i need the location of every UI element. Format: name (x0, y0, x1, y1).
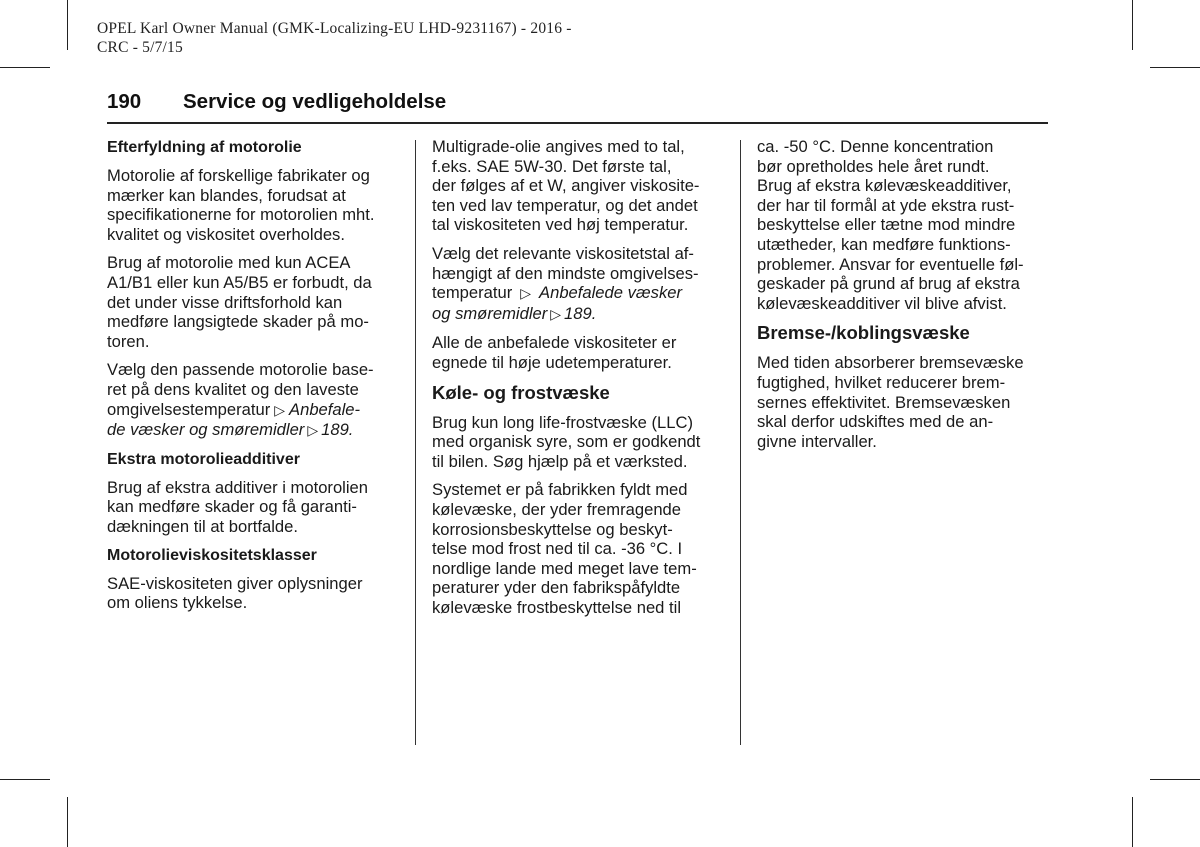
paragraph-brake-fluid: Med tiden absorberer bremsevæske fugtighed, hvilket reducerer brem- sernes effektivitet. Bremsevæsken skal derfor udskiftes med de an- givne intervaller. (757, 353, 1024, 451)
paragraph-factory-fill: Systemet er på fabrikken fyldt med kølevæske, der yder fremragende korrosionsbeskyttelse og beskyt- telse mod frost ned til ca. -36 °C. I nordlige lande med meget lave tem- peraturer yder den fabrikspåfyldte kølevæske frostbeskyttelse ned til (432, 480, 697, 617)
paragraph-coolant-continued: ca. -50 °C. Denne koncentration bør opretholdes hele året rundt. Brug af ekstra kølevæskeadditiver, der har til formål at yde ekstra rust- beskyttelse eller tætne mod mindre utætheder, kan medføre funktions- problemer. Ansvar for eventuelle føl- geskader på grund af brug af ekstra kølevæskeadditiver vil blive afvist. (757, 137, 1024, 313)
paragraph-choose-oil: Vælg den passende motorolie base- ret på dens kvalitet og den laveste omgivelsestemperatur ▷ Anbefale- de væsker og smøremidler ▷ 189. (107, 360, 374, 440)
page-title: Service og vedligeholdelse (183, 90, 447, 113)
reference-arrow-icon: ▷ (520, 285, 532, 302)
reference-arrow-icon: ▷ (274, 401, 286, 418)
paragraph-multigrade: Multigrade-olie angives med to tal, f.eks. SAE 5W-30. Det første tal, der følges af et W, angiver viskosite- ten ved lav temperatur, og det andet tal viskositeten ved høj temperatur. (432, 137, 700, 235)
heading-bremse-koblingsvaeske: Bremse-/koblingsvæske (757, 322, 970, 344)
crop-mark-bottom-right-h (1150, 779, 1200, 780)
header-rule (107, 122, 1048, 124)
print-metadata-line-2: CRC - 5/7/15 (97, 39, 183, 56)
paragraph-all-viscosities: Alle de anbefalede viskositeter er egnede til høje udetemperaturer. (432, 333, 677, 372)
paragraph-sae: SAE-viskositeten giver oplysninger om oliens tykkelse. (107, 573, 363, 613)
cross-reference-page[interactable]: 189. (564, 303, 597, 323)
column-3 (757, 137, 1055, 460)
column-1 (107, 137, 405, 622)
reference-arrow-icon: ▷ (550, 305, 562, 322)
crop-mark-top-right-v (1132, 0, 1133, 50)
crop-mark-bottom-right-v (1132, 797, 1133, 847)
column-2 (432, 137, 730, 626)
cross-reference-link[interactable]: Anbefale- (289, 399, 361, 419)
crop-mark-top-right-h (1150, 67, 1200, 68)
heading-viskositetsklasser: Motorolieviskositetsklasser (107, 546, 317, 564)
heading-efterfyldning: Efterfyldning af motorolie (107, 139, 302, 156)
column-divider-1 (415, 140, 416, 745)
print-metadata (97, 19, 657, 57)
heading-koele-frostvaeske: Køle- og frostvæske (432, 381, 610, 403)
crop-mark-bottom-left-v (67, 797, 68, 847)
paragraph-acea: Brug af motorolie med kun ACEA A1/B1 eller kun A5/B5 er forbudt, da det under visse driftsforhold kan medføre langsigtede skader på mo- toren. (107, 253, 372, 351)
page-number: 190 (107, 90, 142, 113)
crop-mark-top-left-v (67, 0, 68, 50)
paragraph-oil-mixing: Motorolie af forskellige fabrikater og mærker kan blandes, forudsat at specifikationerne for motorolien mht. kvalitet og viskositet overholdes. (107, 166, 375, 244)
reference-arrow-icon: ▷ (307, 422, 319, 439)
cross-reference-link[interactable]: Anbefalede væsker (539, 283, 683, 303)
heading-additiver: Ekstra motorolieadditiver (107, 450, 300, 468)
crop-mark-top-left-h (0, 67, 50, 68)
cross-reference-link[interactable]: de væsker og smøremidler (107, 420, 305, 440)
paragraph-additives: Brug af ekstra additiver i motorolien kan medføre skader og få garanti- dækningen til at bortfalde. (107, 477, 369, 536)
print-metadata-line-1: OPEL Karl Owner Manual (GMK-Localizing-EU LHD-9231167) - 2016 - (97, 20, 572, 37)
crop-mark-bottom-left-h (0, 779, 50, 780)
cross-reference-page[interactable]: 189. (321, 420, 354, 440)
paragraph-llc: Brug kun long life-frostvæske (LLC) med organisk syre, som er godkendt til bilen. Søg hjælp på et værksted. (432, 412, 701, 471)
paragraph-choose-viscosity: Vælg det relevante viskositetstal af- hængigt af den mindste omgivelses- temperatur ▷ Anbefalede væsker og smøremidler ▷ 189. (432, 243, 699, 323)
column-divider-2 (740, 140, 741, 745)
cross-reference-link[interactable]: og smøremidler (432, 303, 548, 323)
